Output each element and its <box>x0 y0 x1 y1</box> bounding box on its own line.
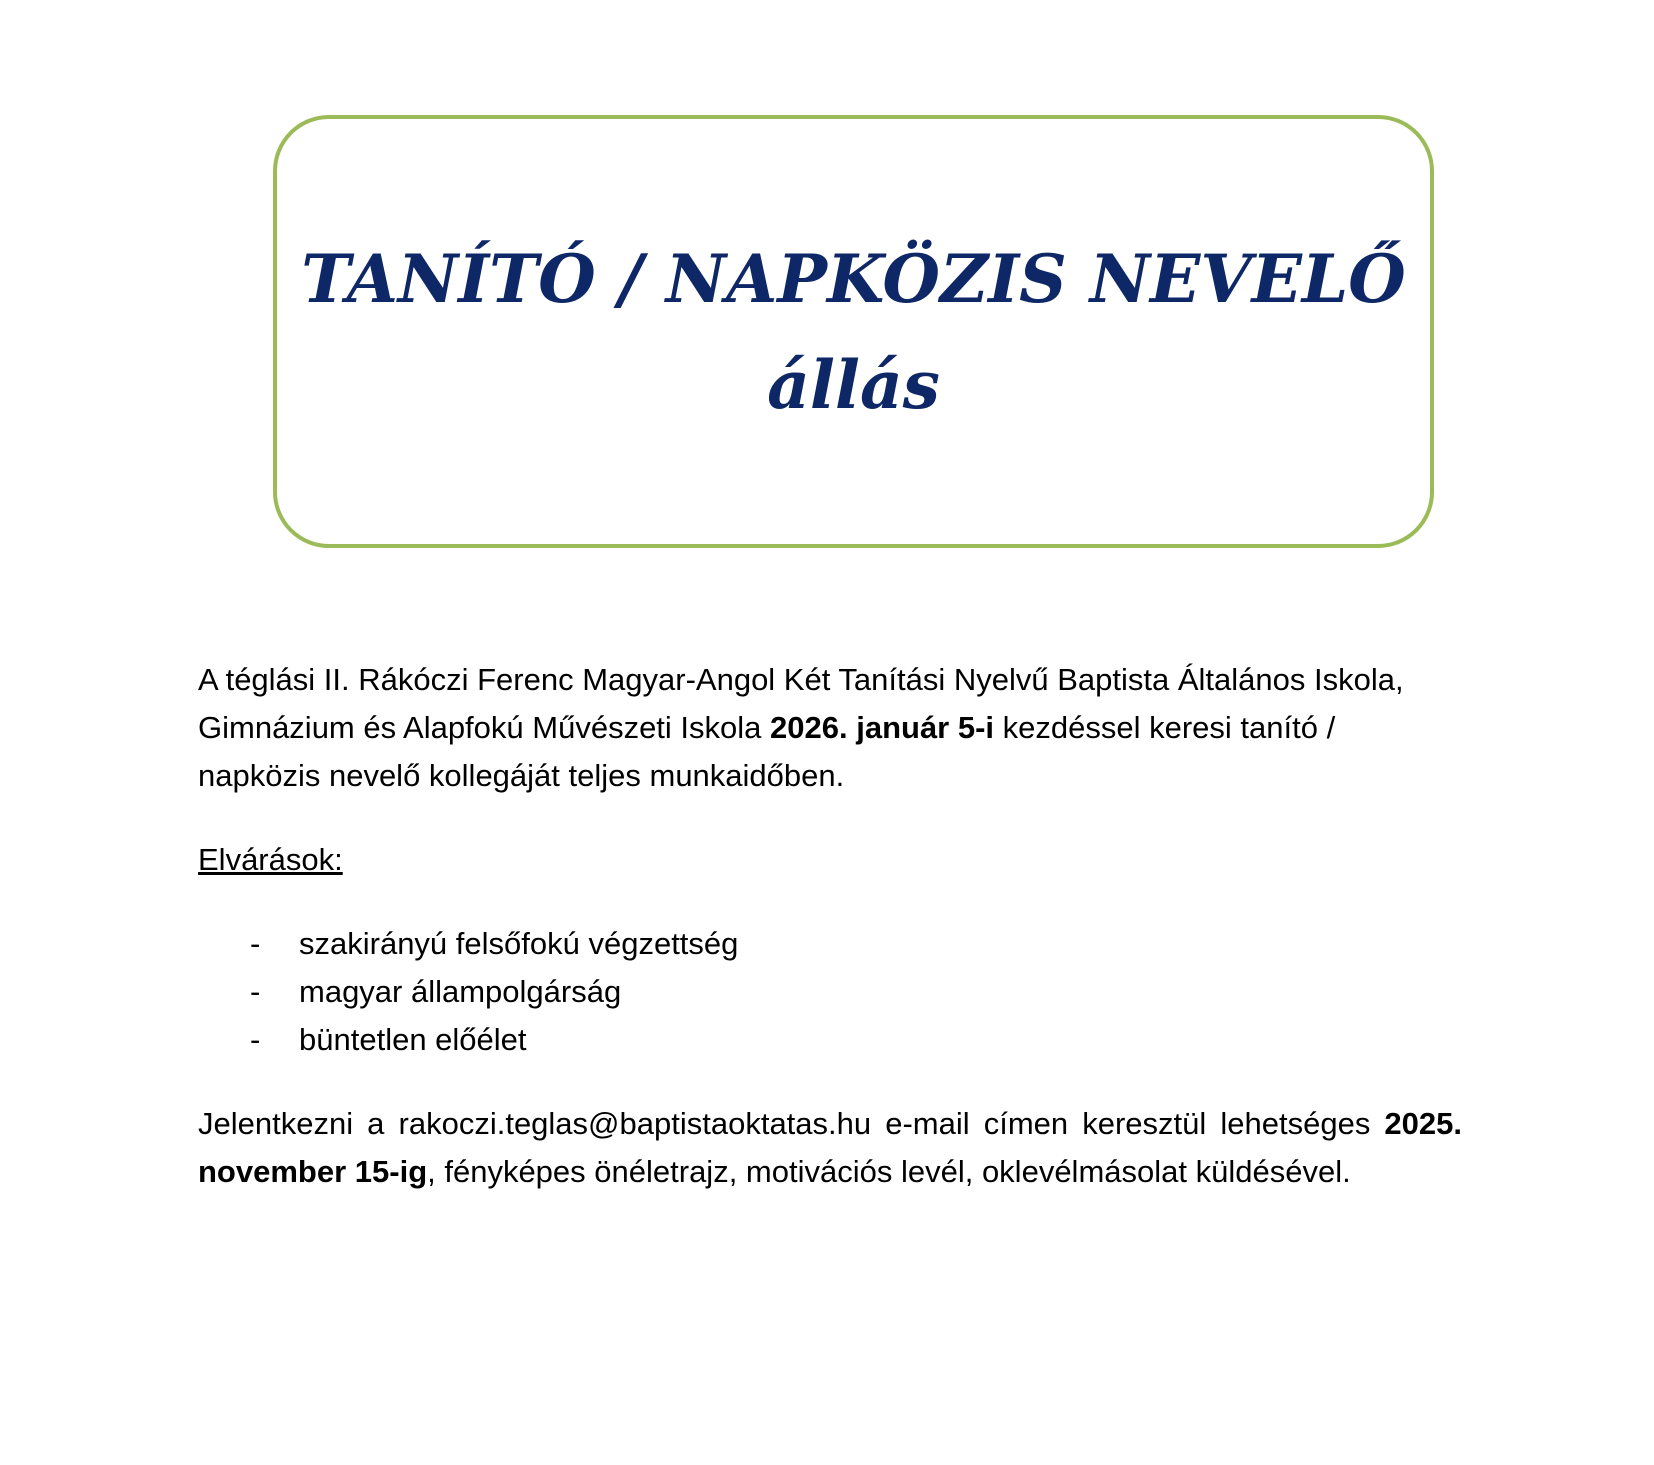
requirement-text: magyar állampolgárság <box>299 974 622 1009</box>
job-title-suffix: állás <box>767 345 940 424</box>
document-body <box>198 656 1462 1196</box>
requirement-text: büntetlen előélet <box>299 1022 527 1057</box>
application-deadline: 2025. november 15-ig <box>198 1106 1462 1189</box>
title-box <box>273 115 1434 548</box>
requirements-heading: Elvárások: <box>198 842 343 877</box>
intro-paragraph <box>198 656 1462 800</box>
requirement-text: szakirányú felsőfokú végzettség <box>299 926 739 961</box>
list-item <box>198 1016 1462 1064</box>
list-item <box>198 968 1462 1016</box>
application-text-after: , fényképes önéletrajz, motivációs levél, oklevélmásolat küldésével. <box>427 1154 1351 1189</box>
dash-bullet: - <box>250 926 261 961</box>
dash-bullet: - <box>250 1022 261 1057</box>
start-date: 2026. január 5-i <box>770 710 995 745</box>
application-text-before: Jelentkezni a rakoczi.teglas@baptistaoktatas.hu e-mail címen keresztül lehetséges <box>198 1106 1385 1141</box>
intro-text-after: kezdéssel keresi tanító / napközis nevelő kollegáját teljes munkaidőben. <box>198 710 1336 793</box>
application-paragraph <box>198 1100 1462 1196</box>
intro-text-before: A téglási II. Rákóczi Ferenc Magyar-Angol Két Tanítási Nyelvű Baptista Általános Iskola, Gimnázium és Alapfokú Művészeti Iskola <box>198 662 1404 745</box>
dash-bullet: - <box>250 974 261 1009</box>
list-item <box>198 920 1462 968</box>
job-title: TANÍTÓ / NAPKÖZIS NEVELŐ <box>301 239 1406 318</box>
requirements-list <box>198 920 1462 1064</box>
